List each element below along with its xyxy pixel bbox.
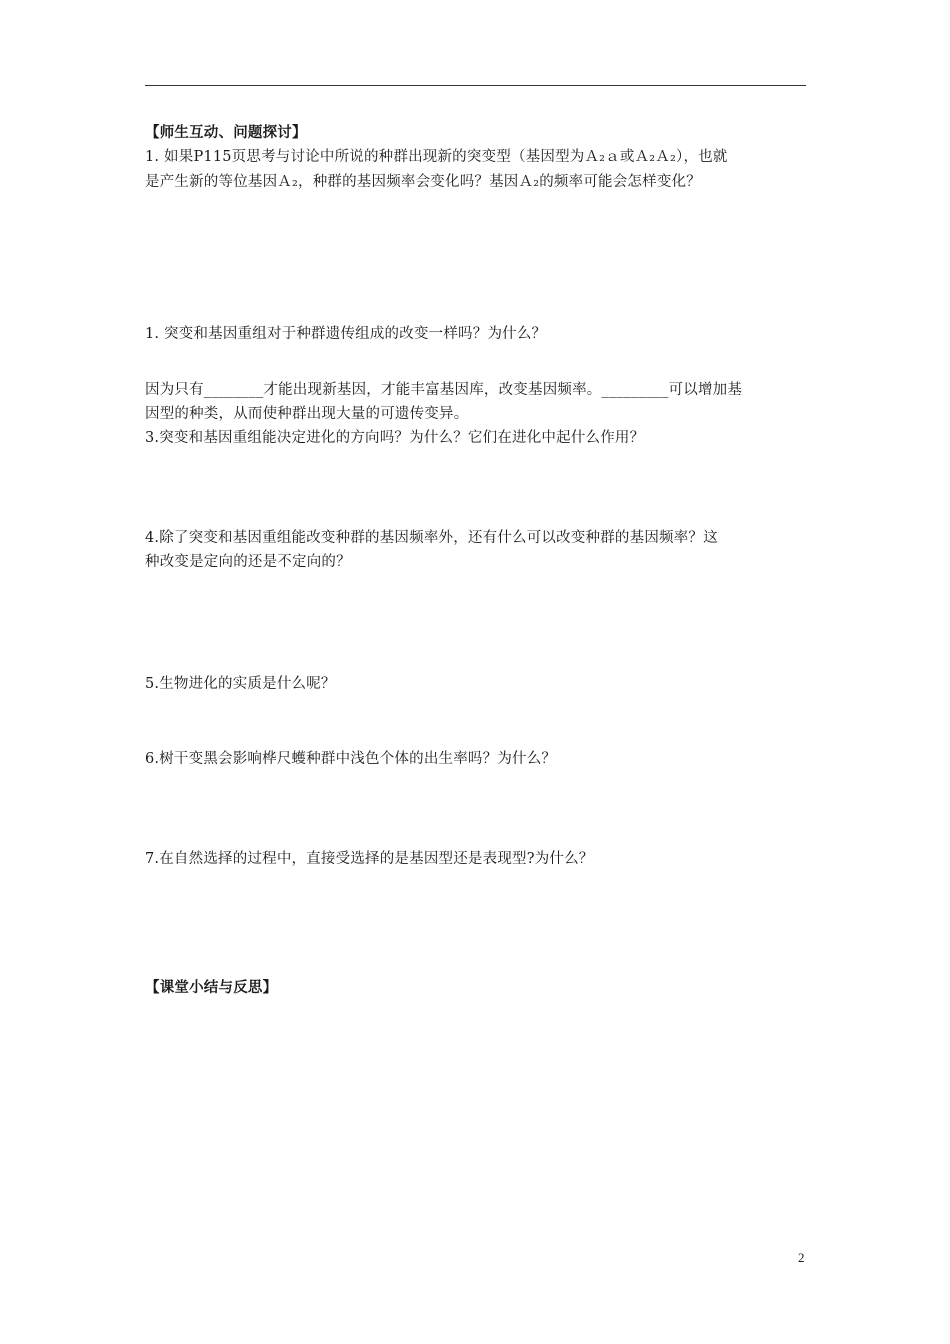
question-5: 5.生物进化的实质是什么呢？ <box>145 676 336 692</box>
question-4-line-2: 种改变是定向的还是不定向的？ <box>145 554 351 570</box>
question-2-answer-line-1: 因为只有________才能出现新基因，才能丰富基因库，改变基因频率。_________可以增加基 <box>145 382 743 398</box>
section-heading-interaction: 【师生互动、问题探讨】 <box>145 125 307 141</box>
question-2-answer-line-2: 因型的种类，从而使种群出现大量的可遗传变异。 <box>145 406 469 422</box>
question-2: 1. 突变和基因重组对于种群遗传组成的改变一样吗？为什么？ <box>145 326 547 342</box>
section-heading-summary: 【课堂小结与反思】 <box>145 980 278 996</box>
question-4-line-1: 4.除了突变和基因重组能改变种群的基因频率外，还有什么可以改变种群的基因频率？这 <box>145 530 718 546</box>
page-number: 2 <box>798 1250 805 1265</box>
question-1-line-2: 是产生新的等位基因Ａ₂，种群的基因频率会变化吗？基因Ａ₂的频率可能会怎样变化？ <box>145 174 701 190</box>
question-1-line-1: 1. 如果P115页思考与讨论中所说的种群出现新的突变型（基因型为Ａ₂ａ或Ａ₂Ａ₂），也就 <box>145 149 728 165</box>
question-3: 3.突变和基因重组能决定进化的方向吗？为什么？它们在进化中起什么作用？ <box>145 430 645 446</box>
question-6: 6.树干变黑会影响桦尺蠖种群中浅色个体的出生率吗？为什么？ <box>145 751 557 767</box>
question-7: 7.在自然选择的过程中，直接受选择的是基因型还是表现型?为什么？ <box>145 851 594 867</box>
header-rule <box>145 85 806 86</box>
